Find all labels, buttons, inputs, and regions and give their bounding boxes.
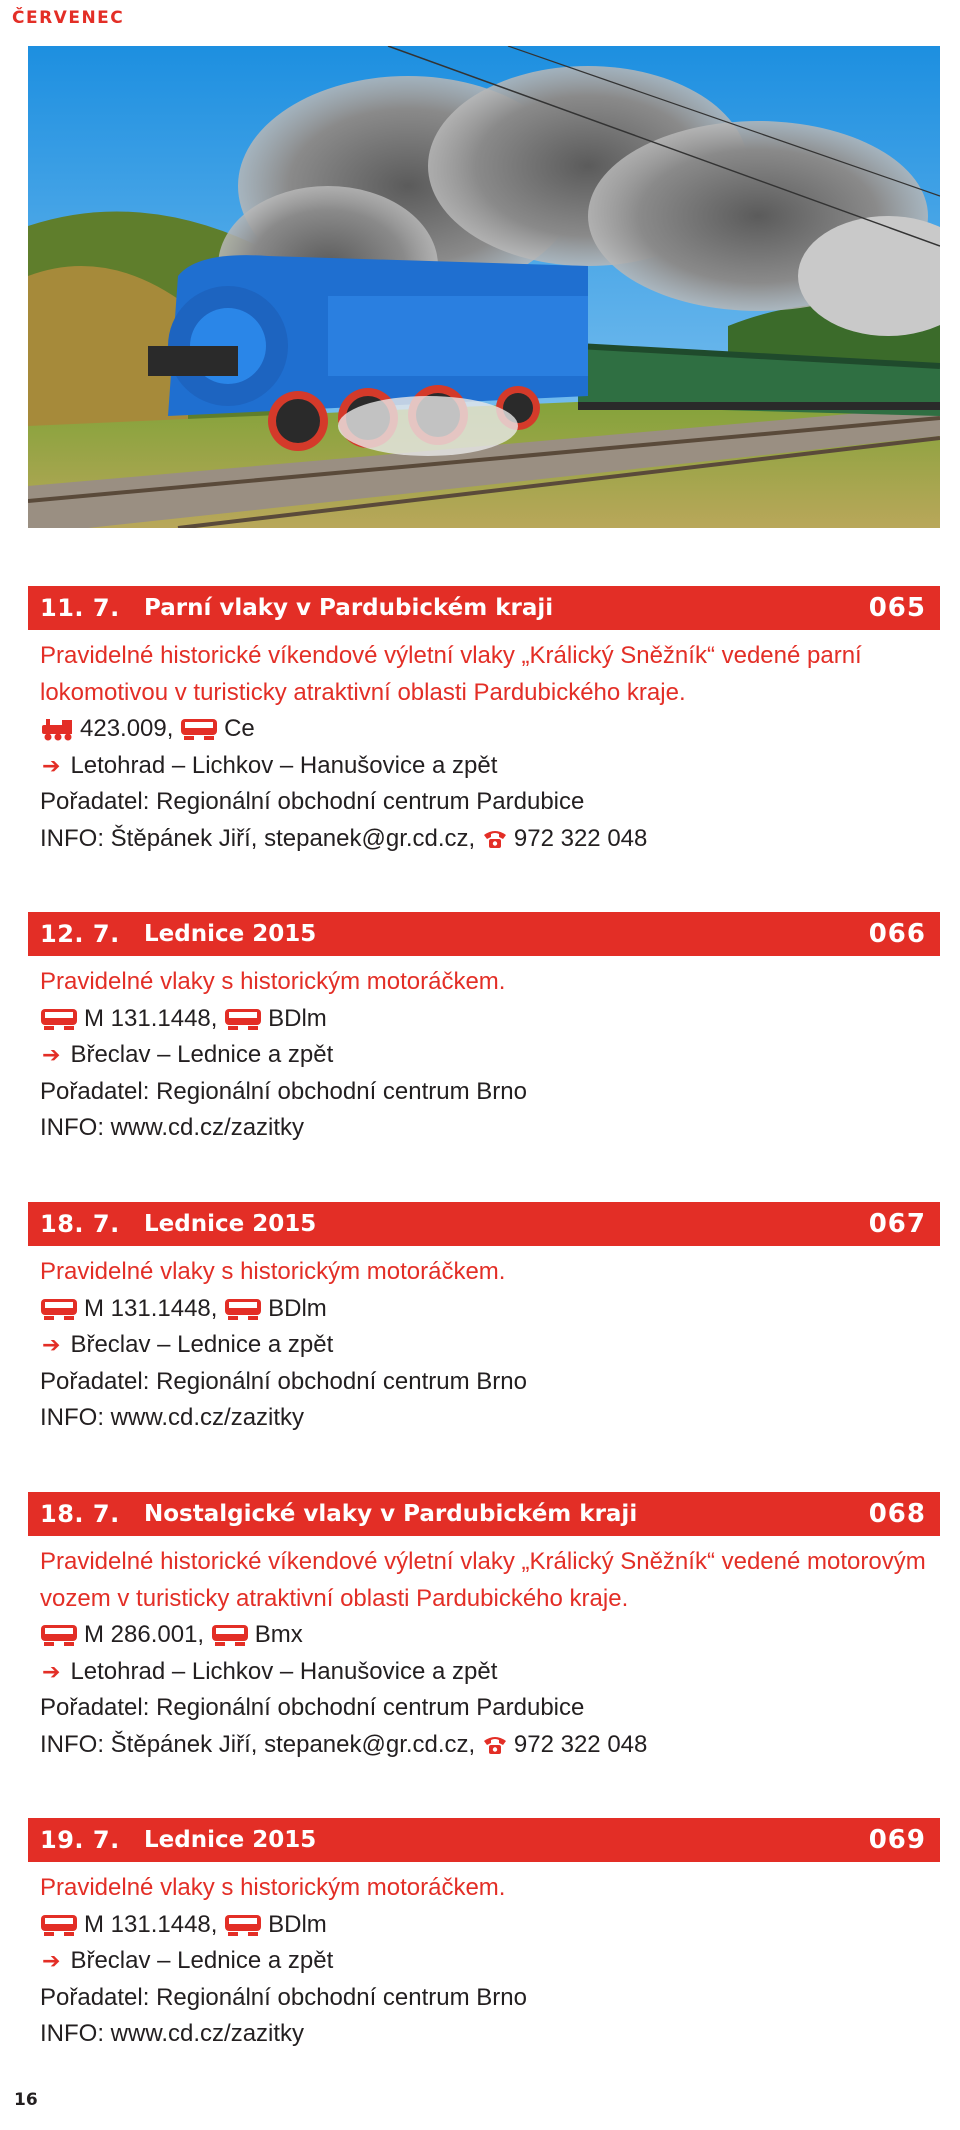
route-line [40, 1943, 940, 1980]
arrow-right-icon: ➔ [42, 1658, 61, 1684]
event-header [28, 1202, 940, 1246]
vehicle-2: BDlm [268, 1910, 327, 1938]
info: INFO: Štěpánek Jiří, stepanek@gr.cd.cz, [40, 1730, 476, 1758]
vehicle-line [40, 711, 940, 748]
event-header [28, 912, 940, 956]
vehicle-1: M 286.001, [84, 1621, 205, 1648]
phone-icon [482, 828, 508, 850]
event-065 [28, 586, 940, 857]
month-heading: ČERVENEC [12, 8, 125, 28]
arrow-right-icon: ➔ [42, 752, 61, 778]
vehicle-2: Bmx [254, 1621, 303, 1648]
arrow-right-icon: ➔ [42, 1948, 61, 1973]
vehicle-1: M 131.1448, [84, 1004, 218, 1032]
route-line [40, 1327, 940, 1364]
event-title: Lednice 2015 [144, 1211, 317, 1237]
info: INFO: Štěpánek Jiří, stepanek@gr.cd.cz, [40, 824, 476, 852]
route-line [40, 1037, 940, 1074]
event-header [28, 586, 940, 630]
event-description: Pravidelné vlaky s historickým motoráčkem. [40, 1874, 506, 1901]
event-header [28, 1492, 940, 1536]
vehicle-2: BDlm [268, 1004, 327, 1032]
phone-number: 972 322 048 [513, 824, 648, 852]
railcar-icon [40, 1297, 78, 1321]
railcar-icon [224, 1913, 262, 1937]
phone-icon [482, 1734, 508, 1756]
route: Břeclav – Lednice a zpět [70, 1041, 334, 1068]
event-title: Lednice 2015 [144, 921, 317, 947]
event-description: Pravidelné vlaky s historickým motoráčkem. [40, 1258, 506, 1285]
vehicle-1: M 131.1448, [84, 1294, 218, 1322]
arrow-right-icon: ➔ [42, 1332, 61, 1357]
page-number: 16 [14, 2090, 38, 2110]
vehicle-1: M 131.1448, [84, 1910, 218, 1938]
info-line [40, 821, 940, 858]
vehicle-line [40, 1617, 940, 1654]
event-date: 11. 7. [40, 594, 120, 622]
arrow-right-icon: ➔ [42, 1042, 61, 1067]
railcar-icon [40, 1007, 78, 1031]
event-date: 18. 7. [40, 1500, 120, 1528]
event-069 [28, 1818, 940, 2053]
info: INFO: www.cd.cz/zazitky [40, 1404, 305, 1431]
railcar-icon [40, 1913, 78, 1937]
event-description: Pravidelné vlaky s historickým motoráčkem. [40, 968, 506, 995]
route-line [40, 748, 940, 785]
vehicle-2: Ce [224, 715, 255, 742]
event-title: Lednice 2015 [144, 1827, 317, 1853]
event-067 [28, 1202, 940, 1437]
route-line [40, 1654, 940, 1691]
event-068 [28, 1492, 940, 1763]
event-066 [28, 912, 940, 1147]
event-date: 12. 7. [40, 920, 120, 948]
organizer: Pořadatel: Regionální obchodní centrum Brno [40, 1367, 527, 1395]
phone-number: 972 322 048 [513, 1730, 648, 1758]
railcar-icon [40, 1623, 78, 1647]
event-date: 18. 7. [40, 1210, 120, 1238]
event-description: Pravidelné historické víkendové výletní vlaky „Králický Sněžník“ vedené motorovým vozem v turisticky atraktivní oblasti Pardubického kraje. [40, 1548, 926, 1612]
event-number: 067 [868, 1209, 926, 1239]
info: INFO: www.cd.cz/zazitky [40, 2020, 305, 2047]
event-number: 065 [868, 593, 926, 623]
organizer: Pořadatel: Regionální obchodní centrum Pardubice [40, 788, 585, 815]
steam-train-photo [28, 46, 940, 528]
railcar-icon [180, 717, 218, 741]
event-header [28, 1818, 940, 1862]
vehicle-line [40, 1001, 940, 1038]
info-line [40, 1727, 940, 1764]
route: Letohrad – Lichkov – Hanušovice a zpět [70, 1657, 498, 1685]
event-title: Parní vlaky v Pardubickém kraji [144, 595, 554, 621]
railcar-icon [224, 1297, 262, 1321]
vehicle-line [40, 1907, 940, 1944]
railcar-icon [211, 1623, 249, 1647]
organizer: Pořadatel: Regionální obchodní centrum Pardubice [40, 1694, 585, 1721]
event-description: Pravidelné historické víkendové výletní vlaky „Králický Sněžník“ vedené parní lokomotivou v turisticky atraktivní oblasti Pardubického kraje. [40, 642, 862, 706]
route: Letohrad – Lichkov – Hanušovice a zpět [70, 751, 498, 779]
organizer: Pořadatel: Regionální obchodní centrum Brno [40, 1983, 527, 2011]
route: Břeclav – Lednice a zpět [70, 1331, 334, 1358]
organizer: Pořadatel: Regionální obchodní centrum Brno [40, 1077, 527, 1105]
event-title: Nostalgické vlaky v Pardubickém kraji [144, 1501, 638, 1527]
railcar-icon [224, 1007, 262, 1031]
info: INFO: www.cd.cz/zazitky [40, 1114, 305, 1141]
event-number: 069 [868, 1825, 926, 1855]
vehicle-line [40, 1291, 940, 1328]
steam-locomotive-icon [40, 717, 74, 741]
event-date: 19. 7. [40, 1826, 120, 1854]
route: Břeclav – Lednice a zpět [70, 1947, 334, 1974]
vehicle-2: BDlm [268, 1294, 327, 1322]
event-number: 066 [868, 919, 926, 949]
event-number: 068 [868, 1499, 926, 1529]
vehicle-1: 423.009, [80, 715, 174, 742]
